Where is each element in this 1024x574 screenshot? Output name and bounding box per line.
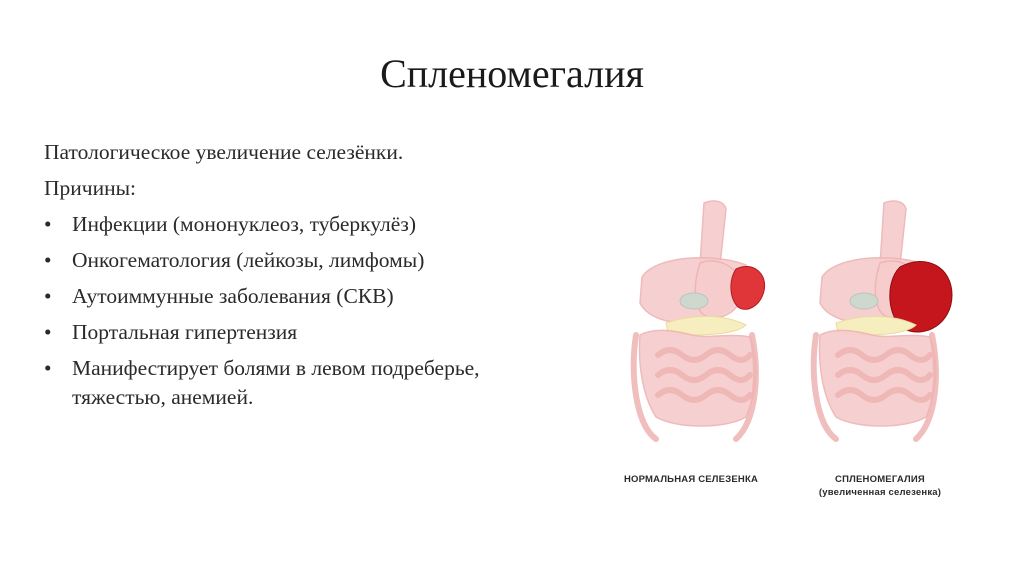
enlarged-subcaption-text: (увеличенная селезенка) [818, 487, 942, 498]
intro-text: Патологическое увеличение селезёнки. [44, 140, 404, 164]
bullet-marker: • [44, 320, 52, 344]
slide-title: Спленомегалия [380, 51, 644, 96]
bullet-marker: • [44, 248, 52, 272]
gallbladder [850, 293, 878, 309]
causes-label: Причины: [44, 176, 137, 200]
list-item [44, 354, 564, 412]
list-item-text: Аутоиммунные заболевания (СКВ) [72, 284, 394, 308]
list-item [44, 210, 564, 239]
normal-spleen-caption [596, 473, 786, 486]
list-item-text: Портальная гипертензия [72, 320, 298, 344]
spleen-normal [731, 266, 765, 309]
list-item-text: Инфекции (мононуклеоз, туберкулёз) [72, 212, 416, 236]
esophagus [880, 201, 906, 265]
bullet-marker: • [44, 284, 52, 308]
list-item-text: Онкогематология (лейкозы, лимфомы) [72, 248, 425, 272]
list-item [44, 282, 564, 311]
normal-caption-text: НОРМАЛЬНАЯ СЕЛЕЗЕНКА [623, 474, 759, 485]
bullet-marker: • [44, 356, 52, 380]
slide-content [44, 138, 564, 419]
normal-anatomy [634, 201, 765, 439]
list-item [44, 318, 564, 347]
enlarged-caption-text: СПЛЕНОМЕГАЛИЯ [835, 474, 925, 485]
list-item [44, 246, 564, 275]
enlarged-spleen-caption [790, 473, 970, 499]
list-item-text: Манифестирует болями в левом подреберье, тяжестью, анемией. [72, 356, 480, 409]
esophagus [700, 201, 726, 265]
bullet-marker: • [44, 212, 52, 236]
causes-list [44, 210, 564, 412]
enlarged-anatomy [814, 201, 952, 439]
gallbladder [680, 293, 708, 309]
